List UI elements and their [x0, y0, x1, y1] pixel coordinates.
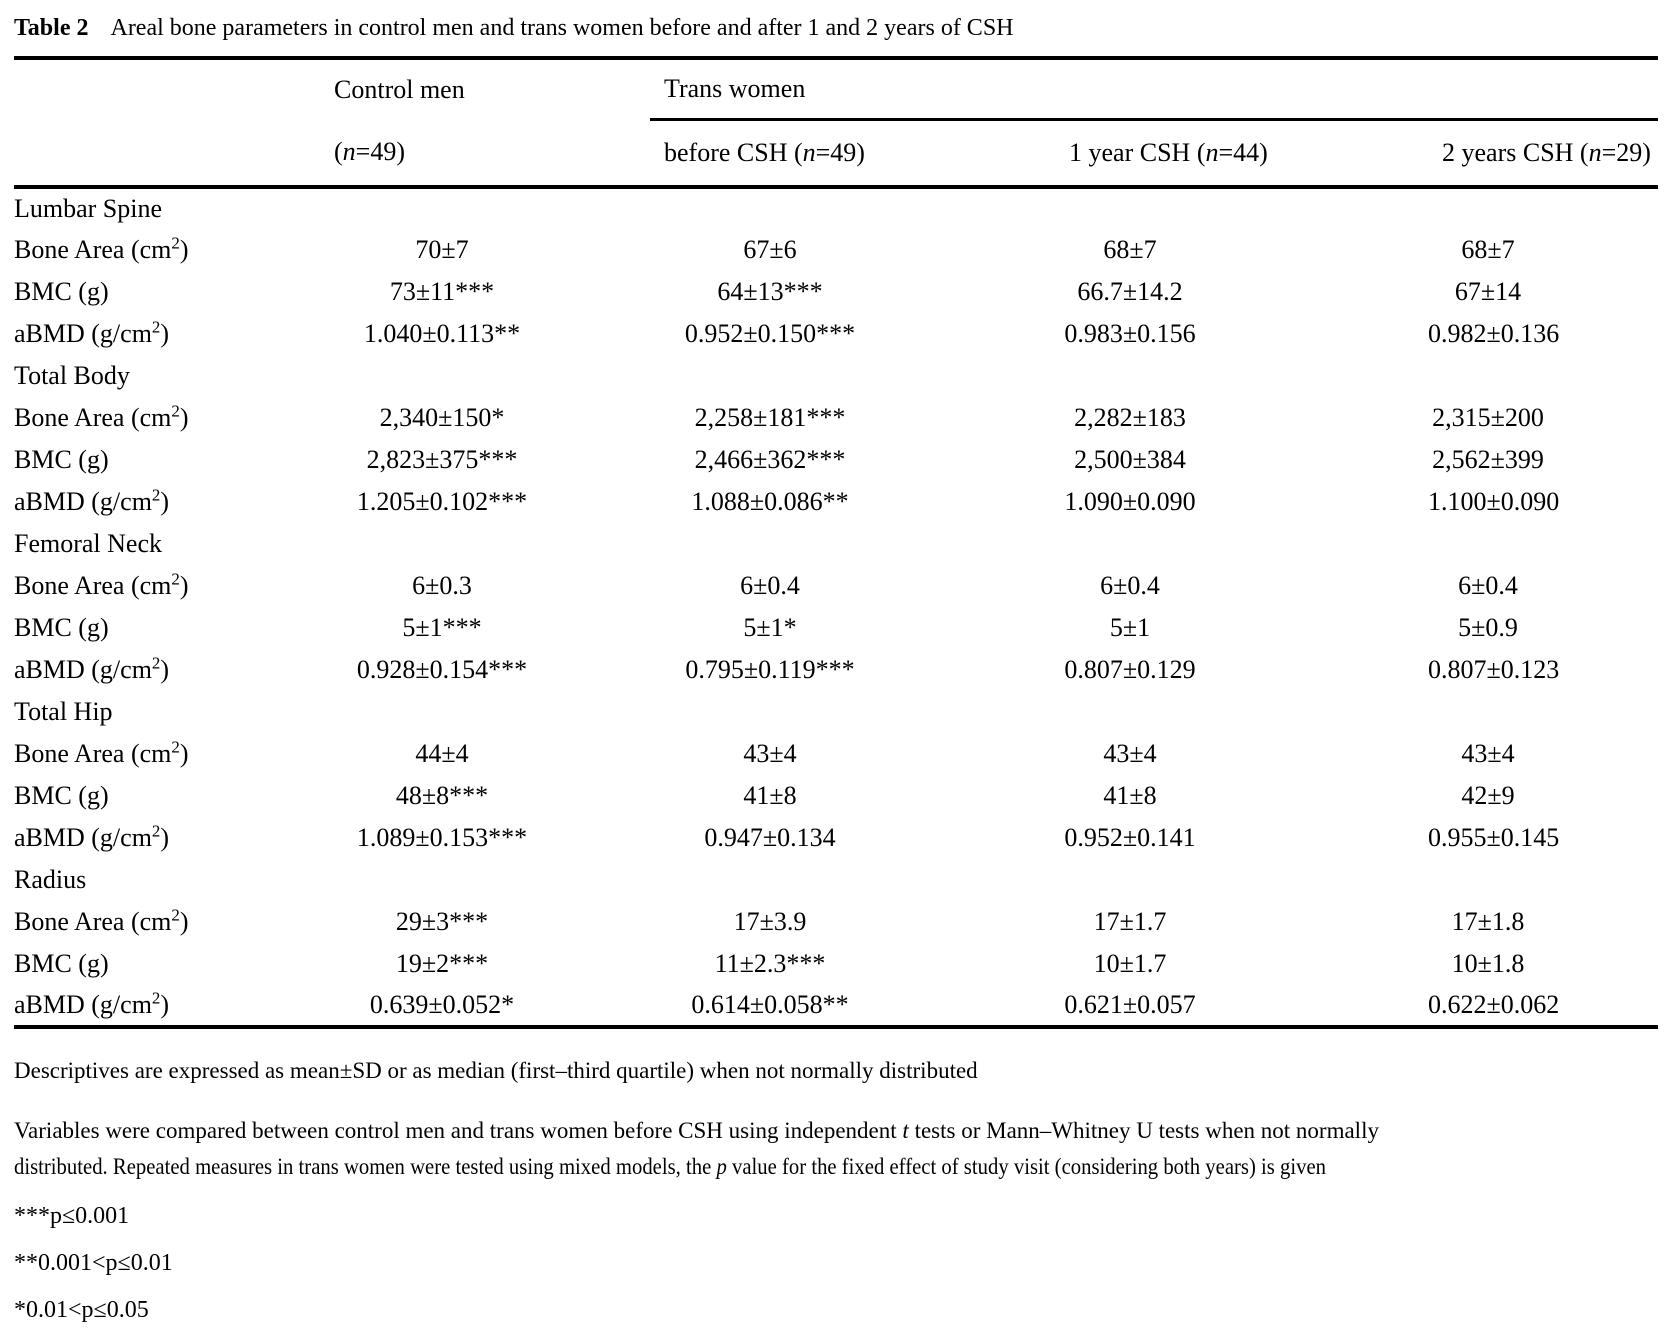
cell-2years-csh: 0.807±0.123	[1428, 655, 1560, 684]
row-label-bone-area: Bone Area $(cm^2)$	[14, 905, 189, 936]
cell-1year-csh: 10±1.7	[1093, 949, 1167, 978]
cell-before-csh: 0.947±0.134	[704, 823, 836, 852]
row-label-bone-area: Bone Area $(cm^2)$	[14, 569, 189, 600]
row-totalbody-bmc	[14, 439, 1658, 481]
bone-parameters-table	[14, 56, 1658, 1029]
cell-1year-csh: 0.621±0.057	[1064, 990, 1196, 1019]
row-femoralneck-bone-area	[14, 565, 1658, 607]
header-empty-cell	[14, 58, 320, 120]
table-caption-text: Areal bone parameters in control men and trans women before and after 1 and 2 years of CSH	[110, 15, 1014, 41]
cell-1year-csh: 5±1	[1109, 613, 1151, 642]
column-header-control-n: (n=49)	[334, 137, 405, 167]
table-caption	[14, 12, 1658, 44]
header-empty-cell	[14, 120, 320, 188]
row-label-abmd: aBMD $(g/cm^2)$	[14, 317, 170, 348]
cell-control-men: 70±7	[415, 235, 469, 264]
column-header-1year-csh: 1 year CSH (n=44)	[1069, 138, 1268, 167]
footnote-methods-line-2: distributed. Repeated measures in trans women were tested using mixed models, the p value for the fixed effect of study visit (considering both years) is given	[14, 1154, 1327, 1179]
cell-2years-csh: 0.982±0.136	[1428, 319, 1560, 348]
row-radius-abmd	[14, 985, 1658, 1027]
cell-before-csh: 41±8	[743, 781, 797, 810]
cell-2years-csh: 0.622±0.062	[1428, 990, 1560, 1019]
cell-before-csh: 2,466±362***	[694, 445, 846, 474]
footnote-methods	[14, 1113, 1658, 1185]
row-label-bone-area: Bone Area $(cm^2)$	[14, 737, 189, 768]
row-label-bmc: BMC (g)	[14, 445, 109, 474]
cell-2years-csh: 17±1.8	[1451, 907, 1525, 936]
row-label-bone-area: Bone Area $(cm^2)$	[14, 401, 189, 432]
cell-2years-csh: 68±7	[1461, 235, 1515, 264]
section-row-lumbar-spine	[14, 187, 1658, 229]
cell-control-men: 48±8***	[395, 781, 489, 810]
cell-control-men: 6±0.3	[412, 571, 472, 600]
cell-control-men: 0.928±0.154***	[356, 655, 528, 684]
row-lumbar-bmc	[14, 271, 1658, 313]
row-lumbar-bone-area	[14, 229, 1658, 271]
cell-before-csh: 67±6	[743, 235, 797, 264]
cell-2years-csh: 0.955±0.145	[1428, 823, 1560, 852]
row-label-abmd: aBMD $(g/cm^2)$	[14, 821, 170, 852]
row-femoralneck-abmd	[14, 649, 1658, 691]
cell-1year-csh: 0.952±0.141	[1064, 823, 1196, 852]
footnote-significance-01: **0.001<p≤0.01	[14, 1250, 173, 1276]
cell-2years-csh: 10±1.8	[1451, 949, 1525, 978]
cell-control-men: 1.089±0.153***	[356, 823, 528, 852]
section-header-total-hip: Total Hip	[14, 697, 113, 726]
cell-control-men: 19±2***	[395, 949, 489, 978]
cell-control-men: 29±3***	[395, 907, 489, 936]
section-header-lumbar-spine: Lumbar Spine	[14, 194, 163, 223]
cell-before-csh: 11±2.3***	[714, 949, 826, 978]
cell-1year-csh: 17±1.7	[1093, 907, 1167, 936]
cell-control-men: 1.205±0.102***	[356, 487, 528, 516]
section-header-femoral-neck: Femoral Neck	[14, 529, 163, 558]
column-header-before-csh: before CSH (n=49)	[664, 138, 865, 167]
cell-before-csh: 5±1*	[743, 613, 797, 642]
row-totalhip-bone-area	[14, 733, 1658, 775]
row-label-bmc: BMC (g)	[14, 781, 109, 810]
column-group-trans-women: Trans women	[650, 58, 1658, 120]
cell-before-csh: 64±13***	[717, 277, 823, 306]
cell-2years-csh: 1.100±0.090	[1428, 487, 1560, 516]
section-header-total-body: Total Body	[14, 361, 130, 390]
footnote-descriptives: Descriptives are expressed as mean±SD or as median (first–third quartile) when not normally distributed	[14, 1058, 978, 1083]
row-lumbar-abmd	[14, 313, 1658, 355]
cell-control-men: 44±4	[415, 739, 469, 768]
cell-2years-csh: 2,562±399	[1432, 445, 1544, 474]
row-radius-bmc	[14, 943, 1658, 985]
section-row-total-body	[14, 355, 1658, 397]
cell-control-men: 2,340±150*	[379, 403, 505, 432]
cell-before-csh: 1.088±0.086**	[691, 487, 849, 516]
cell-before-csh: 0.952±0.150***	[684, 319, 856, 348]
cell-control-men: 5±1***	[402, 613, 482, 642]
cell-1year-csh: 1.090±0.090	[1064, 487, 1196, 516]
section-row-radius	[14, 859, 1658, 901]
section-row-total-hip	[14, 691, 1658, 733]
cell-control-men: 1.040±0.113**	[363, 319, 521, 348]
row-totalhip-abmd	[14, 817, 1658, 859]
cell-before-csh: 0.614±0.058**	[691, 990, 849, 1019]
cell-2years-csh: 67±14	[1454, 277, 1522, 306]
cell-2years-csh: 42±9	[1461, 781, 1515, 810]
row-label-abmd: aBMD $(g/cm^2)$	[14, 653, 170, 684]
row-radius-bone-area	[14, 901, 1658, 943]
footnote-methods-line-1: Variables were compared between control men and trans women before CSH using independent t tests or Mann–Whitney U tests when not normally	[14, 1118, 1379, 1143]
cell-2years-csh: 43±4	[1461, 739, 1515, 768]
cell-before-csh: 43±4	[743, 739, 797, 768]
footnote-significance-001: ***p≤0.001	[14, 1203, 130, 1229]
cell-before-csh: 2,258±181***	[694, 403, 846, 432]
cell-1year-csh: 66.7±14.2	[1077, 277, 1183, 306]
cell-2years-csh: 6±0.4	[1458, 571, 1518, 600]
table-caption-label: Table 2	[14, 15, 89, 41]
column-header-2years-csh: 2 years CSH (n=29)	[1442, 138, 1651, 167]
cell-1year-csh: 68±7	[1103, 235, 1157, 264]
section-row-femoral-neck	[14, 523, 1658, 565]
row-totalbody-bone-area	[14, 397, 1658, 439]
cell-1year-csh: 2,282±183	[1074, 403, 1186, 432]
header-group-row	[14, 58, 1658, 120]
row-label-bone-area: Bone Area $(cm^2)$	[14, 233, 189, 264]
cell-before-csh: 6±0.4	[740, 571, 800, 600]
cell-1year-csh: 0.807±0.129	[1064, 655, 1196, 684]
cell-control-men: 2,823±375***	[366, 445, 518, 474]
cell-control-men: 0.639±0.052*	[369, 990, 515, 1019]
cell-1year-csh: 41±8	[1103, 781, 1157, 810]
row-label-abmd: aBMD $(g/cm^2)$	[14, 485, 170, 516]
row-label-bmc: BMC (g)	[14, 613, 109, 642]
row-femoralneck-bmc	[14, 607, 1658, 649]
cell-1year-csh: 43±4	[1103, 739, 1157, 768]
row-label-abmd: aBMD $(g/cm^2)$	[14, 988, 170, 1019]
row-totalhip-bmc	[14, 775, 1658, 817]
row-label-bmc: BMC (g)	[14, 949, 109, 978]
footnote-significance-05: *0.01<p≤0.05	[14, 1297, 149, 1323]
cell-2years-csh: 2,315±200	[1432, 403, 1544, 432]
section-header-radius: Radius	[14, 865, 87, 894]
column-group-control-men: Control men	[334, 74, 465, 104]
cell-control-men: 73±11***	[389, 277, 495, 306]
cell-1year-csh: 6±0.4	[1100, 571, 1160, 600]
cell-2years-csh: 5±0.9	[1458, 613, 1518, 642]
cell-before-csh: 17±3.9	[733, 907, 807, 936]
cell-1year-csh: 2,500±384	[1074, 445, 1186, 474]
table-footnotes	[14, 1053, 1658, 1326]
header-sub-row	[14, 120, 1658, 188]
row-label-bmc: BMC (g)	[14, 277, 109, 306]
row-totalbody-abmd	[14, 481, 1658, 523]
cell-1year-csh: 0.983±0.156	[1064, 319, 1196, 348]
cell-before-csh: 0.795±0.119***	[685, 655, 855, 684]
